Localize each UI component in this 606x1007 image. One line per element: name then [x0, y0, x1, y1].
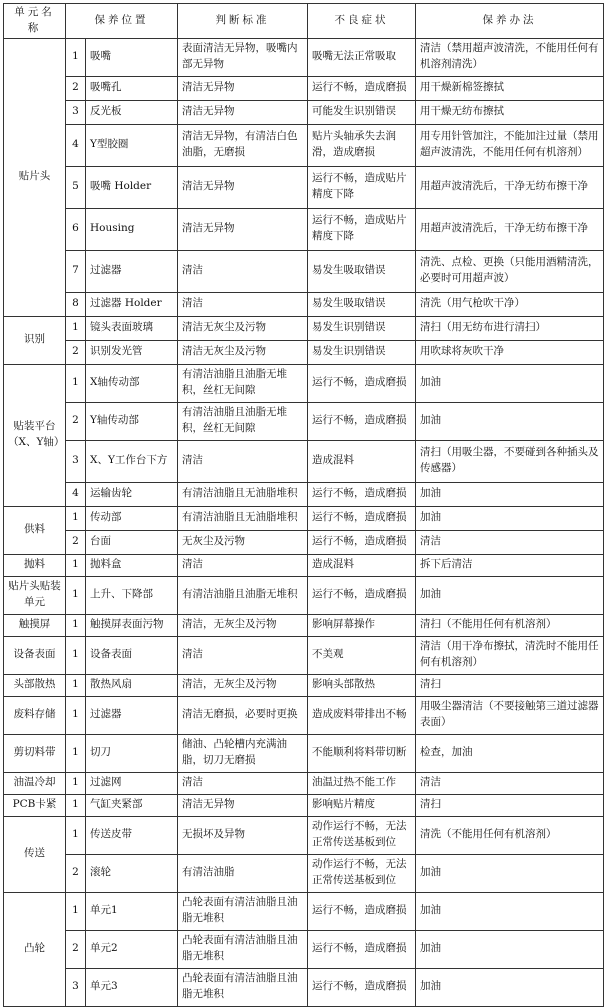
standard-cell: 有清洁油脂 — [178, 854, 308, 892]
item-number-cell: 1 — [66, 674, 86, 696]
symptom-cell: 贴片头轴承失去润滑，造成磨损 — [308, 124, 416, 166]
standard-cell: 清洁 — [178, 250, 308, 292]
position-cell: 抛料盒 — [86, 554, 178, 576]
item-number-cell: 2 — [66, 530, 86, 554]
unit-name-cell: 识别 — [4, 316, 66, 364]
symptom-cell: 造成混料 — [308, 440, 416, 482]
position-cell: 传送皮带 — [86, 816, 178, 854]
standard-cell: 清洁 — [178, 292, 308, 316]
method-cell: 清扫（用无纺布进行清扫） — [416, 316, 604, 340]
symptom-cell: 油温过热不能工作 — [308, 772, 416, 794]
unit-name-cell: 贴片头贴装单元 — [4, 576, 66, 614]
standard-cell: 凸轮表面有清洁油脂且油脂无堆积 — [178, 930, 308, 968]
header-symptom: 不良症状 — [308, 4, 416, 39]
item-number-cell: 2 — [66, 402, 86, 440]
symptom-cell: 动作运行不畅，无法正常传送基板到位 — [308, 816, 416, 854]
standard-cell: 表面清洁无异物，吸嘴内部无异物 — [178, 38, 308, 76]
unit-name-cell: 触摸屏 — [4, 614, 66, 636]
item-number-cell: 1 — [66, 816, 86, 854]
standard-cell: 有清洁油脂且油脂无堆积 — [178, 576, 308, 614]
position-cell: 设备表面 — [86, 636, 178, 674]
position-cell: 识别发光管 — [86, 340, 178, 364]
method-cell: 清洗（用气枪吹干净） — [416, 292, 604, 316]
method-cell: 清扫 — [416, 794, 604, 816]
standard-cell: 凸轮表面有清洁油脂且油脂无堆积 — [178, 968, 308, 1006]
standard-cell: 清洁无灰尘及污物 — [178, 340, 308, 364]
standard-cell: 清洁无磨损，必要时更换 — [178, 696, 308, 734]
item-number-cell: 1 — [66, 576, 86, 614]
unit-name-cell: 贴装平台（X、Y轴） — [4, 364, 66, 506]
unit-name-cell: 凸轮 — [4, 892, 66, 1006]
symptom-cell: 造成废料带排出不畅 — [308, 696, 416, 734]
item-number-cell: 2 — [66, 930, 86, 968]
position-cell: X、Y工作台下方 — [86, 440, 178, 482]
item-number-cell: 1 — [66, 734, 86, 772]
position-cell: 散热风扇 — [86, 674, 178, 696]
symptom-cell: 易发生吸取错误 — [308, 250, 416, 292]
table-row — [4, 100, 604, 124]
table-row — [4, 816, 604, 854]
table-row — [4, 76, 604, 100]
standard-cell: 无灰尘及污物 — [178, 530, 308, 554]
standard-cell: 清洁 — [178, 636, 308, 674]
item-number-cell: 1 — [66, 38, 86, 76]
symptom-cell: 不美观 — [308, 636, 416, 674]
unit-name-cell: 抛料 — [4, 554, 66, 576]
unit-name-cell: 头部散热 — [4, 674, 66, 696]
unit-name-cell: 贴片头 — [4, 38, 66, 316]
item-number-cell: 4 — [66, 482, 86, 506]
symptom-cell: 运行不畅，造成磨损 — [308, 76, 416, 100]
table-row — [4, 930, 604, 968]
unit-name-cell: 废料存储 — [4, 696, 66, 734]
header-unit: 单元名称 — [4, 4, 66, 39]
standard-cell: 凸轮表面有清洁油脂且油脂无堆积 — [178, 892, 308, 930]
method-cell: 用干燥新棉签擦拭 — [416, 76, 604, 100]
table-row — [4, 530, 604, 554]
standard-cell: 清洁无灰尘及污物 — [178, 316, 308, 340]
method-cell: 用专用针管加注，不能加注过量（禁用超声波清洗，不能用任何有机溶剂） — [416, 124, 604, 166]
method-cell: 清洗、点检、更换（只能用酒精清洗，必要时可用超声波） — [416, 250, 604, 292]
item-number-cell: 6 — [66, 208, 86, 250]
standard-cell: 清洁无异物，有清洁白色油脂，无磨损 — [178, 124, 308, 166]
symptom-cell: 运行不畅，造成磨损 — [308, 482, 416, 506]
table-row — [4, 292, 604, 316]
table-row — [4, 674, 604, 696]
table-row — [4, 554, 604, 576]
table-row — [4, 482, 604, 506]
position-cell: 过滤器 — [86, 250, 178, 292]
table-row — [4, 772, 604, 794]
position-cell: 气缸夹紧部 — [86, 794, 178, 816]
symptom-cell: 运行不畅，造成磨损 — [308, 530, 416, 554]
position-cell: 单元3 — [86, 968, 178, 1006]
position-cell: 吸嘴 Holder — [86, 166, 178, 208]
symptom-cell: 易发生识别错误 — [308, 340, 416, 364]
symptom-cell: 运行不畅，造成贴片精度下降 — [308, 208, 416, 250]
table-row — [4, 402, 604, 440]
standard-cell: 清洁 — [178, 440, 308, 482]
method-cell: 清洁 — [416, 772, 604, 794]
maintenance-table — [3, 3, 604, 1007]
symptom-cell: 影响屏幕操作 — [308, 614, 416, 636]
method-cell: 加油 — [416, 892, 604, 930]
method-cell: 检查，加油 — [416, 734, 604, 772]
position-cell: 切刀 — [86, 734, 178, 772]
method-cell: 清扫 — [416, 674, 604, 696]
symptom-cell: 动作运行不畅，无法正常传送基板到位 — [308, 854, 416, 892]
table-row — [4, 794, 604, 816]
table-row — [4, 734, 604, 772]
symptom-cell: 易发生识别错误 — [308, 316, 416, 340]
standard-cell: 清洁无异物 — [178, 76, 308, 100]
symptom-cell: 影响头部散热 — [308, 674, 416, 696]
position-cell: 过滤网 — [86, 772, 178, 794]
item-number-cell: 1 — [66, 772, 86, 794]
method-cell: 用超声波清洗后，干净无纺布擦干净 — [416, 208, 604, 250]
symptom-cell: 造成混料 — [308, 554, 416, 576]
table-row — [4, 968, 604, 1006]
item-number-cell: 7 — [66, 250, 86, 292]
symptom-cell: 可能发生识别错误 — [308, 100, 416, 124]
item-number-cell: 3 — [66, 440, 86, 482]
method-cell: 清扫（用吸尘器，不要碰到各种插头及传感器） — [416, 440, 604, 482]
item-number-cell: 1 — [66, 554, 86, 576]
symptom-cell: 运行不畅，造成贴片精度下降 — [308, 166, 416, 208]
table-row — [4, 124, 604, 166]
item-number-cell: 4 — [66, 124, 86, 166]
symptom-cell: 运行不畅，造成磨损 — [308, 364, 416, 402]
table-row — [4, 440, 604, 482]
position-cell: 传动部 — [86, 506, 178, 530]
table-row — [4, 636, 604, 674]
table-row — [4, 316, 604, 340]
standard-cell: 有清洁油脂且无油脂堆积 — [178, 482, 308, 506]
table-row — [4, 38, 604, 76]
method-cell: 加油 — [416, 364, 604, 402]
item-number-cell: 1 — [66, 892, 86, 930]
table-row — [4, 854, 604, 892]
position-cell: 过滤器 Holder — [86, 292, 178, 316]
method-cell: 用吹球将灰吹干净 — [416, 340, 604, 364]
item-number-cell: 1 — [66, 696, 86, 734]
table-row — [4, 576, 604, 614]
symptom-cell: 运行不畅，造成磨损 — [308, 402, 416, 440]
position-cell: 吸嘴孔 — [86, 76, 178, 100]
position-cell: 镜头表面玻璃 — [86, 316, 178, 340]
method-cell: 清洁 — [416, 530, 604, 554]
symptom-cell: 运行不畅，造成磨损 — [308, 576, 416, 614]
method-cell: 加油 — [416, 576, 604, 614]
position-cell: 上升、下降部 — [86, 576, 178, 614]
unit-name-cell: 设备表面 — [4, 636, 66, 674]
table-row — [4, 696, 604, 734]
standard-cell: 清洁无异物 — [178, 208, 308, 250]
table-row — [4, 506, 604, 530]
method-cell: 加油 — [416, 482, 604, 506]
table-row — [4, 614, 604, 636]
method-cell: 清洁（用干净布擦拭，清洗时不能用任何有机溶剂） — [416, 636, 604, 674]
symptom-cell: 运行不畅，造成磨损 — [308, 506, 416, 530]
position-cell: X轴传动部 — [86, 364, 178, 402]
table-body — [4, 38, 604, 1006]
standard-cell: 储油、凸轮槽内充满油脂，切刀无磨损 — [178, 734, 308, 772]
table-row — [4, 340, 604, 364]
method-cell: 加油 — [416, 968, 604, 1006]
unit-name-cell: 传送 — [4, 816, 66, 892]
item-number-cell: 1 — [66, 316, 86, 340]
unit-name-cell: 油温冷却 — [4, 772, 66, 794]
item-number-cell: 2 — [66, 340, 86, 364]
item-number-cell: 8 — [66, 292, 86, 316]
method-cell: 用吸尘器清洁（不要接触第三道过滤器表面） — [416, 696, 604, 734]
item-number-cell: 1 — [66, 636, 86, 674]
method-cell: 清洁（禁用超声波清洗，不能用任何有机溶剂清洗） — [416, 38, 604, 76]
header-standard: 判断标准 — [178, 4, 308, 39]
unit-name-cell: 供料 — [4, 506, 66, 554]
method-cell: 拆下后清洁 — [416, 554, 604, 576]
method-cell: 用干燥无纺布擦拭 — [416, 100, 604, 124]
item-number-cell: 1 — [66, 364, 86, 402]
unit-name-cell: 剪切料带 — [4, 734, 66, 772]
method-cell: 加油 — [416, 930, 604, 968]
item-number-cell: 1 — [66, 614, 86, 636]
table-row — [4, 208, 604, 250]
symptom-cell: 易发生吸取错误 — [308, 292, 416, 316]
position-cell: 单元1 — [86, 892, 178, 930]
item-number-cell: 3 — [66, 100, 86, 124]
symptom-cell: 运行不畅，造成磨损 — [308, 968, 416, 1006]
position-cell: 运输齿轮 — [86, 482, 178, 506]
header-position: 保养位置 — [66, 4, 178, 39]
standard-cell: 清洁 — [178, 554, 308, 576]
position-cell: 过滤器 — [86, 696, 178, 734]
standard-cell: 有清洁油脂且油脂无堆积，丝杠无间隙 — [178, 402, 308, 440]
method-cell: 加油 — [416, 402, 604, 440]
standard-cell: 有清洁油脂且无油脂堆积 — [178, 506, 308, 530]
standard-cell: 清洁，无灰尘及污物 — [178, 614, 308, 636]
item-number-cell: 3 — [66, 968, 86, 1006]
standard-cell: 清洁 — [178, 772, 308, 794]
position-cell: Y型胶圈 — [86, 124, 178, 166]
standard-cell: 清洁无异物 — [178, 100, 308, 124]
standard-cell: 有清洁油脂且油脂无堆积，丝杠无间隙 — [178, 364, 308, 402]
header-row — [4, 4, 604, 39]
standard-cell: 清洁无异物 — [178, 166, 308, 208]
symptom-cell: 吸嘴无法正常吸取 — [308, 38, 416, 76]
table-row — [4, 250, 604, 292]
item-number-cell: 1 — [66, 794, 86, 816]
table-row — [4, 892, 604, 930]
item-number-cell: 2 — [66, 854, 86, 892]
unit-name-cell: PCB卡紧 — [4, 794, 66, 816]
item-number-cell: 2 — [66, 76, 86, 100]
header-method: 保养办法 — [416, 4, 604, 39]
item-number-cell: 1 — [66, 506, 86, 530]
position-cell: 台面 — [86, 530, 178, 554]
position-cell: Y轴传动部 — [86, 402, 178, 440]
method-cell: 清扫（不能用任何有机溶剂） — [416, 614, 604, 636]
symptom-cell: 运行不畅，造成磨损 — [308, 930, 416, 968]
table-row — [4, 364, 604, 402]
standard-cell: 清洁，无灰尘及污物 — [178, 674, 308, 696]
item-number-cell: 5 — [66, 166, 86, 208]
method-cell: 清洗（不能用任何有机溶剂） — [416, 816, 604, 854]
position-cell: Housing — [86, 208, 178, 250]
symptom-cell: 不能顺利将料带切断 — [308, 734, 416, 772]
method-cell: 加油 — [416, 854, 604, 892]
position-cell: 吸嘴 — [86, 38, 178, 76]
method-cell: 用超声波清洗后，干净无纺布擦干净 — [416, 166, 604, 208]
standard-cell: 清洁无异物 — [178, 794, 308, 816]
position-cell: 滚轮 — [86, 854, 178, 892]
standard-cell: 无损坏及异物 — [178, 816, 308, 854]
position-cell: 单元2 — [86, 930, 178, 968]
method-cell: 加油 — [416, 506, 604, 530]
position-cell: 触摸屏表面污物 — [86, 614, 178, 636]
position-cell: 反光板 — [86, 100, 178, 124]
symptom-cell: 运行不畅，造成磨损 — [308, 892, 416, 930]
table-row — [4, 166, 604, 208]
symptom-cell: 影响贴片精度 — [308, 794, 416, 816]
